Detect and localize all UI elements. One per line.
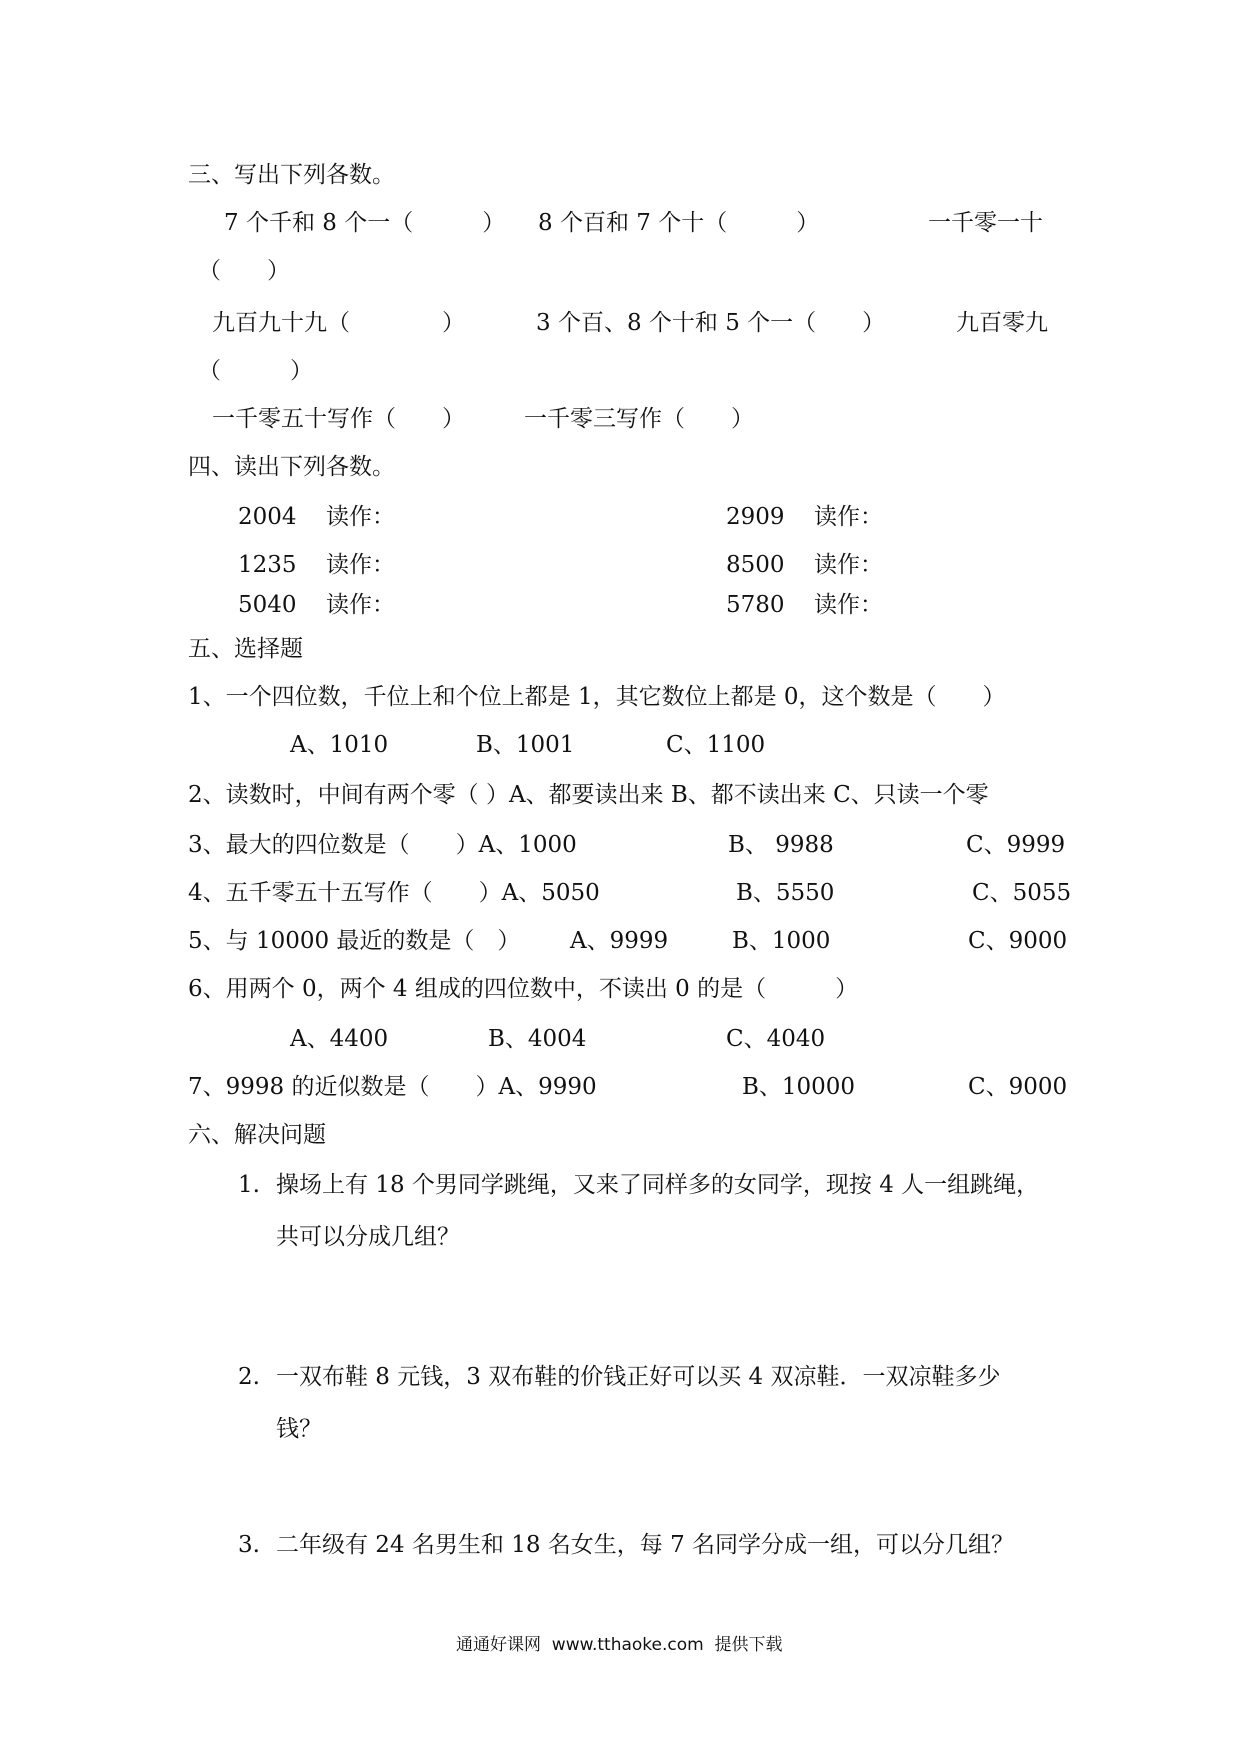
s5-q7-option-c: C、9000 bbox=[968, 1074, 1068, 1100]
s6-problem-1-line-1: 操场上有 18 个男同学跳绳，又来了同样多的女同学，现按 4 人一组跳绳， bbox=[276, 1172, 1040, 1198]
s6-problem-2-line-2: 钱？ bbox=[276, 1416, 322, 1442]
s3-row2-item-a: 九百九十九（ ） bbox=[212, 310, 465, 336]
s5-q6-option-a: A、4400 bbox=[290, 1026, 389, 1052]
s5-q5-text: 5、与 10000 最近的数是（ ） bbox=[188, 928, 521, 954]
s5-q1-option-c: C、1100 bbox=[666, 732, 766, 758]
s5-q7-option-b: B、10000 bbox=[742, 1074, 856, 1100]
s5-q7-text: 7、9998 的近似数是（ ）A、9990 bbox=[188, 1074, 597, 1100]
s5-q2-text: 2、读数时，中间有两个零（ ）A、都要读出来 B、都不读出来 C、只读一个零 bbox=[188, 782, 989, 808]
s3-row1-item-b: 8 个百和 7 个十（ ） bbox=[538, 210, 820, 236]
s4-row1-read-label-right: 读作： bbox=[814, 504, 883, 530]
s5-q1-text: 1、一个四位数，千位上和个位上都是 1，其它数位上都是 0，这个数是（ ） bbox=[188, 684, 1006, 710]
s5-q6-option-c: C、4040 bbox=[726, 1026, 826, 1052]
s6-problem-2-line-1: 一双布鞋 8 元钱，3 双布鞋的价钱正好可以买 4 双凉鞋．一双凉鞋多少 bbox=[276, 1364, 1001, 1390]
s3-row1-item-a: 7 个千和 8 个一（ ） bbox=[224, 210, 506, 236]
s4-row3-number-left: 5040 bbox=[238, 592, 297, 618]
s4-row1-number-right: 2909 bbox=[726, 504, 785, 530]
s4-row3-read-label-right: 读作： bbox=[814, 592, 883, 618]
s4-row2-number-right: 8500 bbox=[726, 552, 785, 578]
footer-source-note: 通通好课网 www.tthaoke.com 提供下载 bbox=[456, 1635, 783, 1655]
s3-row2-item-b: 3 个百、8 个十和 5 个一（ ） bbox=[536, 310, 886, 336]
s5-q4-text: 4、五千零五十五写作（ ）A、5050 bbox=[188, 880, 600, 906]
s6-problem-1-line-2: 共可以分成几组？ bbox=[276, 1224, 460, 1250]
s3-row1-item-c-blank: （ ） bbox=[198, 258, 290, 284]
s5-q5-option-a: A、9999 bbox=[570, 928, 669, 954]
s3-row2-item-c-blank: （ ） bbox=[198, 358, 313, 384]
s5-q3-text: 3、最大的四位数是（ ）A、1000 bbox=[188, 832, 577, 858]
s4-row2-read-label-left: 读作： bbox=[326, 552, 395, 578]
section-4-heading: 四、读出下列各数。 bbox=[188, 454, 395, 480]
s5-q3-option-b: B、 9988 bbox=[728, 832, 834, 858]
s6-problem-3-number: 3. bbox=[238, 1532, 260, 1558]
s6-problem-1-number: 1. bbox=[238, 1172, 260, 1198]
s5-q6-option-b: B、4004 bbox=[488, 1026, 587, 1052]
s4-row1-number-left: 2004 bbox=[238, 504, 297, 530]
s4-row1-read-label-left: 读作： bbox=[326, 504, 395, 530]
s3-row1-item-c: 一千零一十 bbox=[928, 210, 1043, 236]
s5-q5-option-c: C、9000 bbox=[968, 928, 1068, 954]
s5-q4-option-c: C、5055 bbox=[972, 880, 1072, 906]
s3-row3-item-b: 一千零三写作（ ） bbox=[524, 406, 754, 432]
s5-q1-option-a: A、1010 bbox=[290, 732, 389, 758]
s6-problem-3-line-1: 二年级有 24 名男生和 18 名女生，每 7 名同学分成一组，可以分几组？ bbox=[276, 1532, 1015, 1558]
s4-row2-number-left: 1235 bbox=[238, 552, 297, 578]
section-5-heading: 五、选择题 bbox=[188, 636, 303, 662]
s5-q6-text: 6、用两个 0，两个 4 组成的四位数中，不读出 0 的是（ ） bbox=[188, 976, 859, 1002]
s3-row3-item-a: 一千零五十写作（ ） bbox=[212, 406, 465, 432]
s4-row2-read-label-right: 读作： bbox=[814, 552, 883, 578]
s5-q5-option-b: B、1000 bbox=[732, 928, 831, 954]
s5-q1-option-b: B、1001 bbox=[476, 732, 575, 758]
section-3-heading: 三、写出下列各数。 bbox=[188, 162, 395, 188]
s4-row3-read-label-left: 读作： bbox=[326, 592, 395, 618]
s5-q4-option-b: B、5550 bbox=[736, 880, 835, 906]
s5-q3-option-c: C、9999 bbox=[966, 832, 1066, 858]
s6-problem-2-number: 2. bbox=[238, 1364, 260, 1390]
s4-row3-number-right: 5780 bbox=[726, 592, 785, 618]
s3-row2-item-c: 九百零九 bbox=[956, 310, 1048, 336]
section-6-heading: 六、解决问题 bbox=[188, 1122, 326, 1148]
